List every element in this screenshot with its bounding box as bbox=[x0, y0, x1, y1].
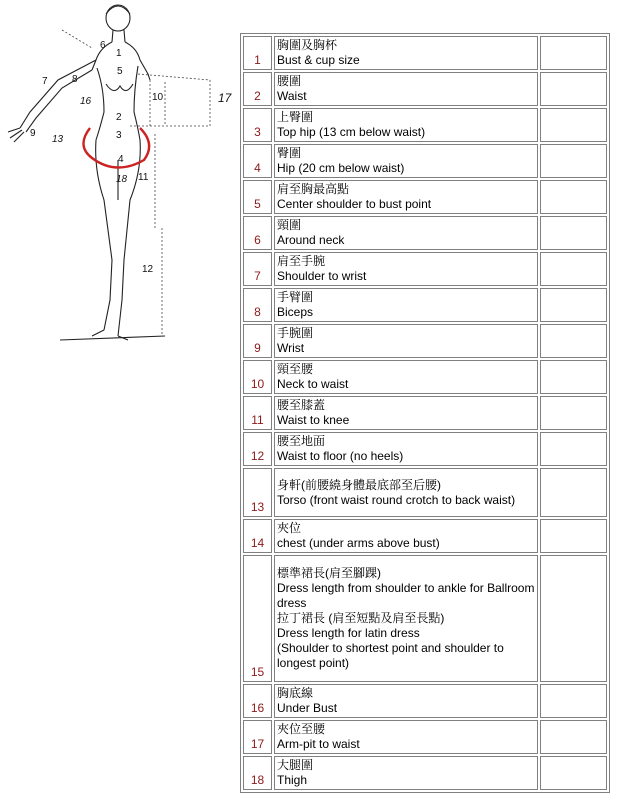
figure-label-11: 11 bbox=[138, 172, 149, 183]
measurement-value-cell bbox=[540, 720, 607, 754]
measurement-value-cell bbox=[540, 684, 607, 718]
english-label: Thigh bbox=[277, 773, 308, 787]
english-label: Biceps bbox=[277, 305, 314, 319]
chinese-label: 臀圍 bbox=[277, 146, 302, 160]
measurement-description bbox=[274, 252, 538, 286]
figure-label-16: 16 bbox=[80, 96, 92, 107]
chinese-label: 腰至膝蓋 bbox=[277, 398, 326, 412]
english-label: Waist to floor (no heels) bbox=[277, 449, 404, 463]
measurement-number: 1 bbox=[243, 36, 272, 70]
measurement-value-cell bbox=[540, 288, 607, 322]
table-row bbox=[243, 108, 607, 142]
measurement-table bbox=[240, 33, 610, 793]
measurement-description bbox=[274, 468, 538, 517]
measurement-description bbox=[274, 36, 538, 70]
measurement-table-body bbox=[243, 36, 607, 790]
chinese-label: 腰圍 bbox=[277, 74, 302, 88]
chinese-label: 手腕圍 bbox=[277, 326, 314, 340]
english-label: Hip (20 cm below waist) bbox=[277, 161, 405, 175]
english-label: Bust & cup size bbox=[277, 53, 360, 67]
english-label: Around neck bbox=[277, 233, 345, 247]
figure-label-13: 13 bbox=[52, 134, 64, 145]
table-row bbox=[243, 36, 607, 70]
chinese-label-secondary: 拉丁裙長 (肩至短點及肩至長點) bbox=[277, 611, 445, 625]
table-row bbox=[243, 252, 607, 286]
english-label-secondary: (Shoulder to shortest point and shoulder to longest point) bbox=[277, 641, 504, 670]
english-label: Waist bbox=[277, 89, 307, 103]
measurement-number: 3 bbox=[243, 108, 272, 142]
table-row bbox=[243, 756, 607, 790]
measurement-value-cell bbox=[540, 252, 607, 286]
measurement-value-cell bbox=[540, 756, 607, 790]
chinese-label: 上臀圍 bbox=[277, 110, 314, 124]
figure-label-10: 10 bbox=[152, 92, 164, 103]
measurement-value-cell bbox=[540, 72, 607, 106]
figure-label-8: 8 bbox=[72, 74, 78, 85]
chinese-label: 身軒(前腰繞身體最底部至后腰) bbox=[277, 477, 441, 492]
figure-label-4: 4 bbox=[118, 154, 124, 165]
measurement-number: 18 bbox=[243, 756, 272, 790]
measurement-number: 4 bbox=[243, 144, 272, 178]
table-row bbox=[243, 396, 607, 430]
table-row bbox=[243, 432, 607, 466]
measurement-description bbox=[274, 432, 538, 466]
chinese-label: 夾位至腰 bbox=[277, 722, 326, 736]
measurement-description bbox=[274, 72, 538, 106]
figure-label-1: 1 bbox=[116, 48, 122, 59]
measurement-value-cell bbox=[540, 468, 607, 517]
table-row bbox=[243, 180, 607, 214]
table-row bbox=[243, 720, 607, 754]
figure-label-18: 18 bbox=[116, 174, 128, 185]
measurement-number: 11 bbox=[243, 396, 272, 430]
measurement-number: 16 bbox=[243, 684, 272, 718]
measurement-description bbox=[274, 288, 538, 322]
english-label: Torso (front waist round crotch to back waist) bbox=[277, 492, 516, 507]
measurement-description bbox=[274, 396, 538, 430]
measurement-value-cell bbox=[540, 396, 607, 430]
measurement-description bbox=[274, 180, 538, 214]
measurement-value-cell bbox=[540, 360, 607, 394]
english-label: Under Bust bbox=[277, 701, 338, 715]
english-label: Neck to waist bbox=[277, 377, 349, 391]
measurement-value-cell bbox=[540, 36, 607, 70]
measurement-number: 17 bbox=[243, 720, 272, 754]
chinese-label: 頸至腰 bbox=[277, 362, 314, 376]
measurement-number: 2 bbox=[243, 72, 272, 106]
measurement-number: 5 bbox=[243, 180, 272, 214]
measurement-number: 10 bbox=[243, 360, 272, 394]
chinese-label: 夾位 bbox=[277, 521, 302, 535]
figure-label-6: 6 bbox=[100, 40, 106, 51]
measurement-description bbox=[274, 555, 538, 682]
table-row bbox=[243, 684, 607, 718]
table-row bbox=[243, 144, 607, 178]
measurement-number: 7 bbox=[243, 252, 272, 286]
measurement-value-cell bbox=[540, 180, 607, 214]
measurement-description bbox=[274, 108, 538, 142]
table-row bbox=[243, 468, 607, 517]
measurement-number: 12 bbox=[243, 432, 272, 466]
figure-label-2: 2 bbox=[116, 112, 122, 123]
figure-label-5: 5 bbox=[117, 66, 123, 77]
measurement-description bbox=[274, 216, 538, 250]
measurement-number: 15 bbox=[243, 555, 272, 682]
measurement-value-cell bbox=[540, 555, 607, 682]
chinese-label: 肩至胸最高點 bbox=[277, 182, 350, 196]
chinese-label: 胸底線 bbox=[277, 686, 314, 700]
english-label: Shoulder to wrist bbox=[277, 269, 367, 283]
table-row bbox=[243, 72, 607, 106]
measurement-value-cell bbox=[540, 216, 607, 250]
figure-labels bbox=[30, 40, 233, 275]
measurement-description bbox=[274, 756, 538, 790]
measurement-number: 9 bbox=[243, 324, 272, 358]
measurement-value-cell bbox=[540, 432, 607, 466]
measurement-value-cell bbox=[540, 144, 607, 178]
english-label: chest (under arms above bust) bbox=[277, 536, 440, 550]
table-row bbox=[243, 519, 607, 553]
english-label: Top hip (13 cm below waist) bbox=[277, 125, 426, 139]
chinese-label: 肩至手腕 bbox=[277, 254, 326, 268]
figure-label-17: 17 bbox=[218, 91, 232, 105]
english-label-secondary: Dress length for latin dress bbox=[277, 626, 420, 640]
table-row bbox=[243, 288, 607, 322]
figure-label-12: 12 bbox=[142, 264, 154, 275]
measurement-description bbox=[274, 144, 538, 178]
english-label: Arm-pit to waist bbox=[277, 737, 360, 751]
measurement-number: 14 bbox=[243, 519, 272, 553]
figure-label-3: 3 bbox=[116, 130, 122, 141]
table-row bbox=[243, 360, 607, 394]
english-label: Waist to knee bbox=[277, 413, 350, 427]
english-label: Dress length from shoulder to ankle for Ballroom dress bbox=[277, 581, 535, 610]
measurement-value-cell bbox=[540, 324, 607, 358]
chinese-label: 大腿圍 bbox=[277, 758, 314, 772]
figure-label-7: 7 bbox=[42, 76, 48, 87]
table-row bbox=[243, 555, 607, 682]
measurement-description bbox=[274, 720, 538, 754]
measurement-value-cell bbox=[540, 519, 607, 553]
measurement-number: 8 bbox=[243, 288, 272, 322]
figure-label-9: 9 bbox=[30, 128, 36, 139]
english-label: Wrist bbox=[277, 341, 305, 355]
table-row bbox=[243, 216, 607, 250]
measurement-description bbox=[274, 324, 538, 358]
chinese-label: 頸圍 bbox=[277, 218, 302, 232]
measurement-description bbox=[274, 519, 538, 553]
chinese-label: 胸圍及胸杯 bbox=[277, 38, 338, 52]
measurement-number: 13 bbox=[243, 468, 272, 517]
measurement-description bbox=[274, 684, 538, 718]
chinese-label: 標準裙長(肩至腳踝) bbox=[277, 566, 381, 580]
measurement-description bbox=[274, 360, 538, 394]
english-label: Center shoulder to bust point bbox=[277, 197, 432, 211]
measurement-number: 6 bbox=[243, 216, 272, 250]
table-row bbox=[243, 324, 607, 358]
chinese-label: 腰至地面 bbox=[277, 434, 326, 448]
chinese-label: 手臂圍 bbox=[277, 290, 314, 304]
measurement-value-cell bbox=[540, 108, 607, 142]
body-measurement-figure bbox=[0, 0, 240, 360]
